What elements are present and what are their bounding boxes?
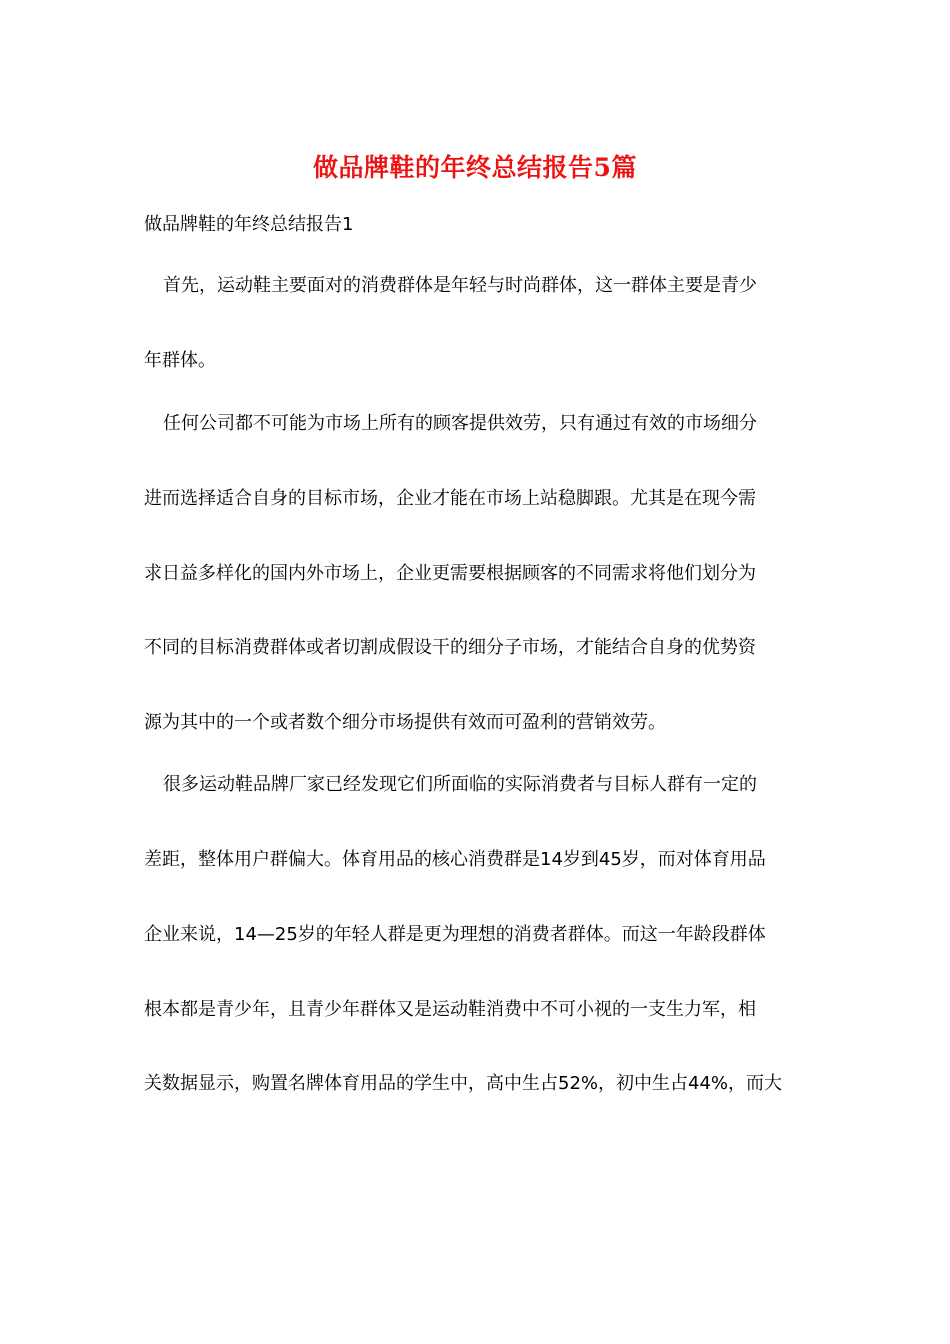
paragraph-line: 差距，整体用户群偏大。体育用品的核心消费群是14岁到45岁，而对体育用品: [144, 849, 766, 870]
document-title: 做品牌鞋的年终总结报告5篇: [313, 153, 637, 182]
paragraph-line: 很多运动鞋品牌厂家已经发现它们所面临的实际消费者与目标人群有一定的: [163, 774, 757, 795]
paragraph-line: 关数据显示，购置名牌体育用品的学生中，高中生占52%，初中生占44%，而大: [144, 1073, 783, 1094]
paragraph-line: 年群体。: [144, 350, 216, 371]
paragraph-line: 不同的目标消费群体或者切割成假设干的细分子市场，才能结合自身的优势资: [144, 637, 756, 658]
paragraph-line: 根本都是青少年，且青少年群体又是运动鞋消费中不可小视的一支生力军，相: [144, 999, 756, 1020]
paragraph-line: 任何公司都不可能为市场上所有的顾客提供效劳，只有通过有效的市场细分: [163, 413, 757, 434]
paragraph-line: 首先，运动鞋主要面对的消费群体是年轻与时尚群体，这一群体主要是青少: [163, 275, 757, 296]
section-heading: 做品牌鞋的年终总结报告1: [144, 214, 354, 235]
paragraph-line: 企业来说，14—25岁的年轻人群是更为理想的消费者群体。而这一年龄段群体: [144, 924, 766, 945]
paragraph-line: 求日益多样化的国内外市场上，企业更需要根据顾客的不同需求将他们划分为: [144, 563, 756, 584]
paragraph-line: 进而选择适合自身的目标市场，企业才能在市场上站稳脚跟。尤其是在现今需: [144, 488, 756, 509]
paragraph-line: 源为其中的一个或者数个细分市场提供有效而可盈利的营销效劳。: [144, 712, 666, 733]
